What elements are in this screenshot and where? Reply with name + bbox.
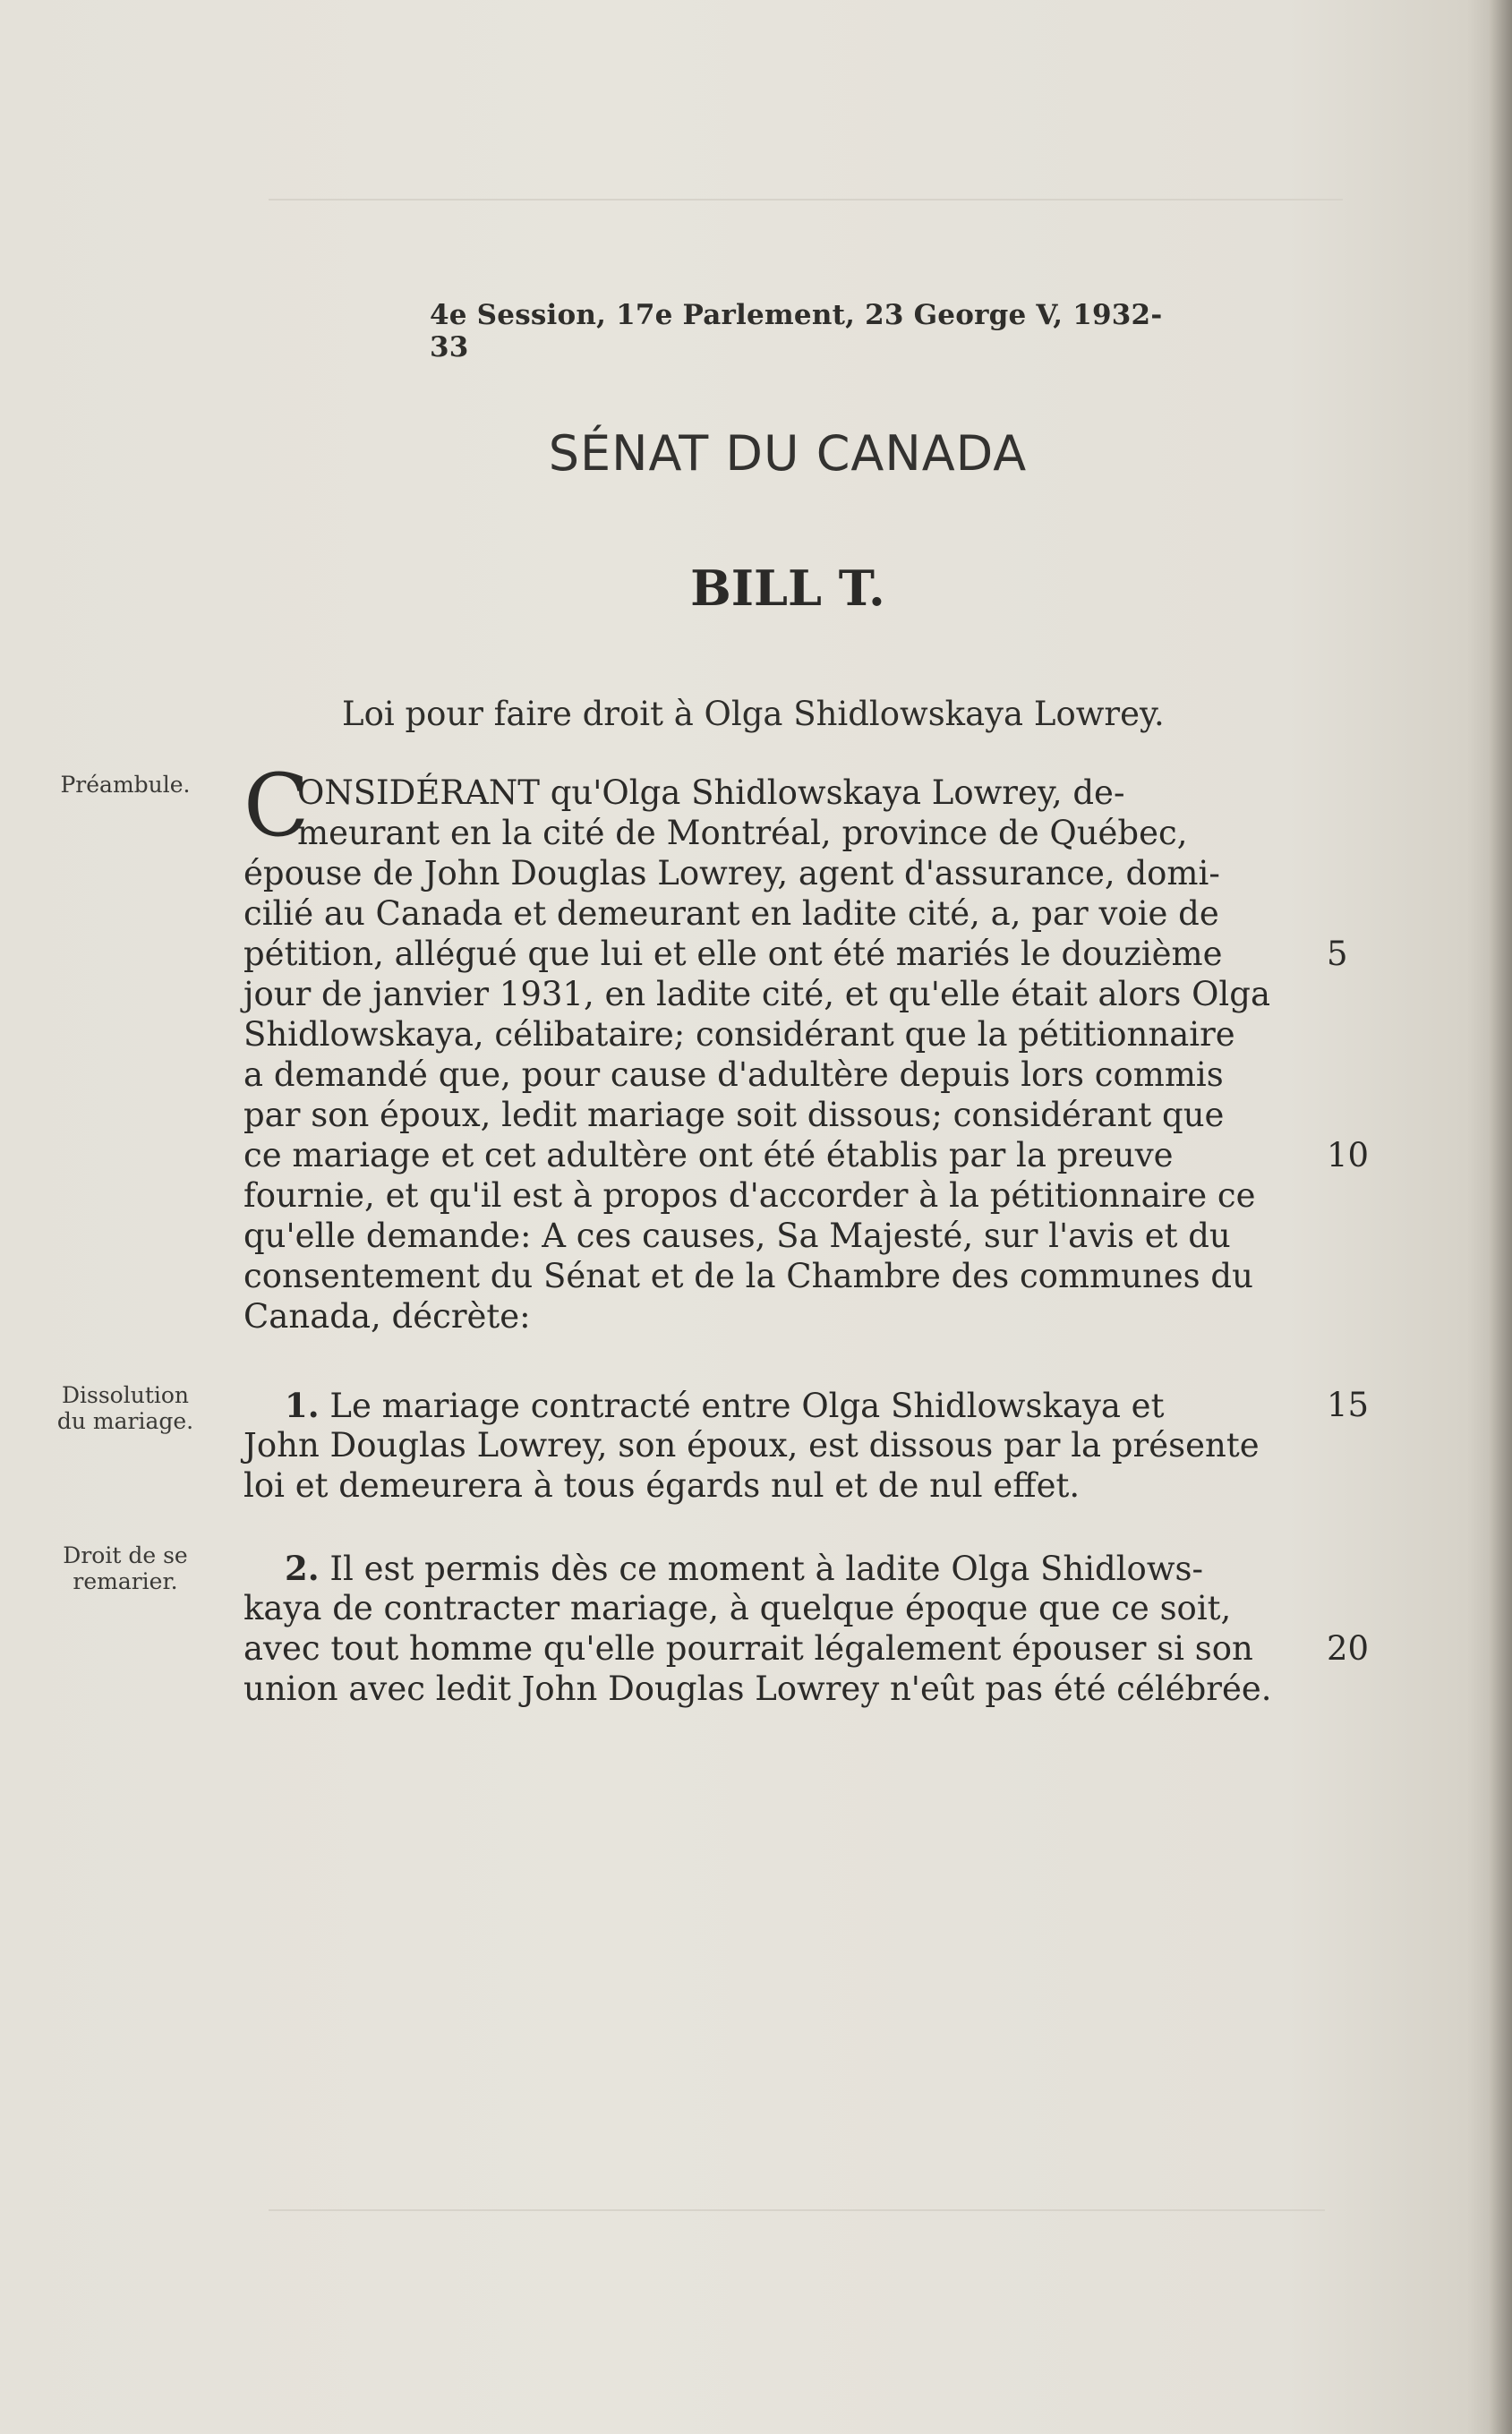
bill-title: BILL T. xyxy=(690,559,885,617)
text-line: union avec ledit John Douglas Lowrey n'eût pas été célébrée. xyxy=(243,1670,1272,1708)
book-spine-edge xyxy=(1489,0,1512,2434)
text-line: ONSIDÉRANT qu'Olga Shidlowskaya Lowrey, de- xyxy=(297,773,1125,812)
text-line: qu'elle demande: A ces causes, Sa Majesté, sur l'avis et du xyxy=(243,1217,1231,1255)
margin-note-preamble: Préambule. xyxy=(60,772,191,798)
text-line: épouse de John Douglas Lowrey, agent d'assurance, domi- xyxy=(243,854,1220,892)
bleed-through-rule-bottom xyxy=(269,2209,1325,2211)
text-line: Shidlowskaya, célibataire; considérant que la pétitionnaire xyxy=(243,1015,1235,1054)
section-number: 2. xyxy=(285,1549,320,1588)
line-number: 10 xyxy=(1327,1136,1370,1174)
line-number: 20 xyxy=(1327,1629,1370,1668)
text-line: Canada, décrète: xyxy=(243,1297,531,1336)
section-text: Il est permis dès ce moment à ladite Olga Shidlows- xyxy=(329,1550,1203,1588)
session-header: 4e Session, 17e Parlement, 23 George V, 1932-33 xyxy=(430,299,1163,363)
text-line: meurant en la cité de Montréal, province de Québec, xyxy=(297,814,1188,852)
line-number: 5 xyxy=(1327,935,1348,973)
line-number: 15 xyxy=(1327,1386,1370,1424)
text-line: jour de janvier 1931, en ladite cité, et qu'elle était alors Olga xyxy=(243,975,1270,1013)
margin-note-line: Droit de se xyxy=(63,1542,188,1568)
text-line: par son époux, ledit mariage soit dissous; considérant que xyxy=(243,1096,1225,1134)
text-line: fournie, et qu'il est à propos d'accorder à la pétitionnaire ce xyxy=(243,1176,1256,1215)
margin-note-line: du mariage. xyxy=(56,1408,194,1434)
text-line: a demandé que, pour cause d'adultère depuis lors commis xyxy=(243,1055,1224,1094)
text-line: pétition, allégué que lui et elle ont été mariés le douzième xyxy=(243,935,1223,973)
text-line xyxy=(285,1549,1203,1588)
margin-note-dissolution xyxy=(36,1382,215,1434)
section-number: 1. xyxy=(285,1386,320,1425)
text-line: ce mariage et cet adultère ont été établis par la preuve xyxy=(243,1136,1174,1174)
margin-note-line: Dissolution xyxy=(61,1382,190,1408)
bleed-through-rule-top xyxy=(269,199,1343,201)
text-line xyxy=(285,1386,1164,1425)
senate-title: SÉNAT DU CANADA xyxy=(548,425,1028,482)
text-line: cilié au Canada et demeurant en ladite cité, a, par voie de xyxy=(243,894,1219,933)
text-line: loi et demeurera à tous égards nul et de nul effet. xyxy=(243,1466,1081,1505)
margin-note-remarry xyxy=(36,1542,215,1594)
section-text: Le mariage contracté entre Olga Shidlowskaya et xyxy=(329,1387,1165,1425)
margin-note-line: remarier. xyxy=(73,1568,178,1594)
text-line: consentement du Sénat et de la Chambre des communes du xyxy=(243,1257,1253,1295)
text-line: John Douglas Lowrey, son époux, est dissous par la présente xyxy=(243,1426,1260,1465)
drop-cap: C xyxy=(243,756,310,856)
text-line: avec tout homme qu'elle pourrait légalement épouser si son xyxy=(243,1629,1253,1668)
bill-subtitle: Loi pour faire droit à Olga Shidlowskaya Lowrey. xyxy=(342,695,1165,733)
text-line: kaya de contracter mariage, à quelque époque que ce soit, xyxy=(243,1589,1232,1627)
